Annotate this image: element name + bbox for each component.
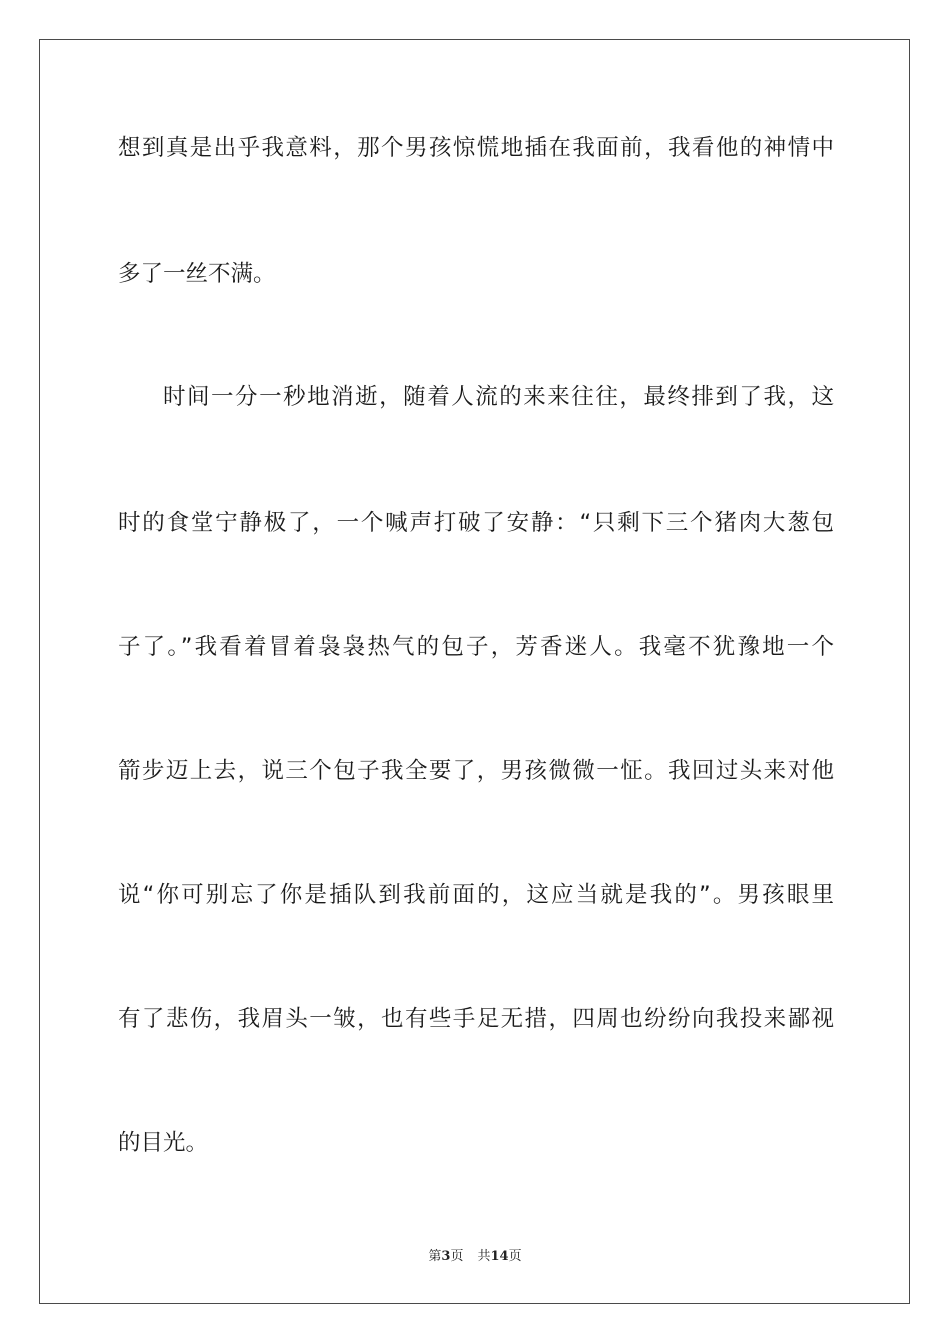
page-number: 3 bbox=[441, 1249, 451, 1264]
total-suffix: 页 bbox=[508, 1249, 522, 1264]
paragraph-line-4: 时的食堂宁静极了，一个喊声打破了安静：“只剩下三个猪肉大葱包 bbox=[118, 510, 834, 536]
paragraph-line-9: 的目光。 bbox=[118, 1130, 209, 1156]
paragraph-line-3: 时间一分一秒地消逝，随着人流的来来往往，最终排到了我，这 bbox=[163, 384, 834, 410]
paragraph-line-1: 想到真是出乎我意料，那个男孩惊慌地插在我面前，我看他的神情中 bbox=[118, 135, 834, 161]
page-border bbox=[39, 39, 910, 1304]
paragraph-line-7: 说“你可别忘了你是插队到我前面的，这应当就是我的”。男孩眼里 bbox=[118, 882, 834, 908]
page-footer bbox=[0, 1248, 950, 1266]
paragraph-line-6: 箭步迈上去，说三个包子我全要了，男孩微微一怔。我回过头来对他 bbox=[118, 758, 834, 784]
paragraph-line-8: 有了悲伤，我眉头一皱，也有些手足无措，四周也纷纷向我投来鄙视 bbox=[118, 1006, 834, 1032]
page-suffix: 页 bbox=[450, 1249, 464, 1264]
paragraph-line-5: 子了。”我看着冒着袅袅热气的包子，芳香迷人。我毫不犹豫地一个 bbox=[118, 634, 834, 660]
total-pages: 14 bbox=[490, 1249, 509, 1264]
total-prefix: 共 bbox=[477, 1249, 491, 1264]
paragraph-line-2: 多了一丝不满。 bbox=[118, 261, 276, 287]
page-prefix: 第 bbox=[428, 1249, 442, 1264]
